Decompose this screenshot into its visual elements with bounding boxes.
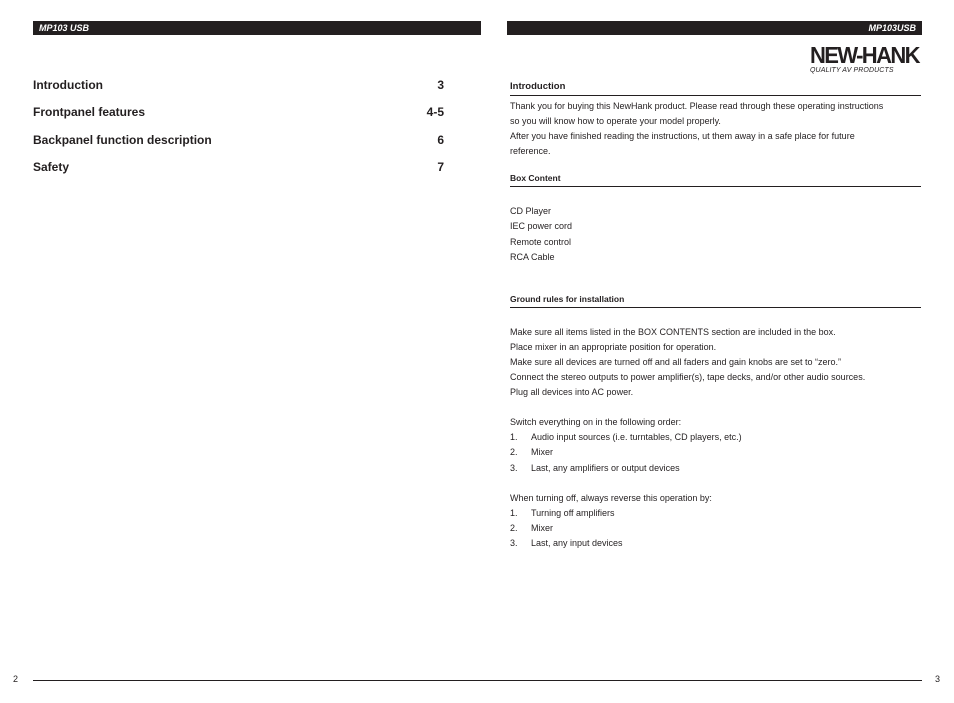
list-number: 1. [510, 432, 518, 443]
list-text: Audio input sources (i.e. turntables, CD players, etc.) [531, 432, 742, 443]
footer-rule [33, 680, 922, 681]
list-text: Mixer [531, 447, 553, 458]
box-item: RCA Cable [510, 251, 555, 262]
model-name-left: MP103 USB [39, 23, 90, 33]
rule-line: Make sure all items listed in the BOX CONTENTS section are included in the box. [510, 326, 836, 337]
brand-logo [810, 41, 922, 76]
intro-line: reference. [510, 146, 551, 157]
toc-page: 6 [437, 132, 444, 147]
box-item: IEC power cord [510, 221, 573, 232]
list-number: 3. [510, 537, 518, 548]
model-name-right: MP103USB [868, 23, 916, 33]
intro-line: After you have finished reading the instructions, ut them away in a safe place for future [510, 131, 855, 142]
box-item: CD Player [510, 206, 552, 217]
toc-page: 3 [437, 78, 444, 92]
intro-heading: Introduction [510, 80, 921, 96]
list-text: Last, any amplifiers or output devices [531, 462, 680, 473]
list-number: 2. [510, 522, 518, 533]
toc-row [33, 105, 444, 132]
page-number-right: 3 [935, 674, 941, 684]
toc-label: Safety [33, 159, 70, 174]
list-item [510, 536, 921, 551]
toc-row [33, 133, 444, 160]
toc-label: Frontpanel features [33, 105, 146, 120]
ground-rules-heading: Ground rules for installation [510, 292, 921, 308]
toc-label: Backpanel function description [33, 132, 212, 147]
box-item: Remote control [510, 236, 572, 247]
list-text: Turning off amplifiers [531, 507, 615, 518]
toc-row [33, 78, 444, 105]
right-column [510, 80, 921, 551]
list-item [510, 461, 921, 476]
box-content-heading: Box Content [510, 171, 921, 187]
intro-line: Thank you for buying this NewHank product. Please read through these operating instructions [510, 101, 884, 111]
page-number-left: 2 [13, 674, 19, 684]
rule-line: Place mixer in an appropriate position for operation. [510, 341, 717, 352]
list-number: 2. [510, 447, 518, 458]
header-bar-right [507, 21, 922, 35]
logo-tagline: QUALITY AV PRODUCTS [810, 67, 894, 74]
list-text: Last, any input devices [531, 537, 623, 548]
list-text: Mixer [531, 522, 553, 533]
list-item [510, 430, 921, 445]
rule-line: Connect the stereo outputs to power amplifier(s), tape decks, and/or other audio sources. [510, 372, 866, 383]
toc-label: Introduction [33, 78, 103, 92]
toc-row [33, 160, 444, 187]
switch-on-intro: Switch everything on in the following order: [510, 417, 682, 428]
rule-line: Make sure all devices are turned off and all faders and gain knobs are set to “zero.” [510, 356, 842, 367]
table-of-contents [33, 78, 444, 187]
list-item [510, 445, 921, 460]
switch-off-intro: When turning off, always reverse this operation by: [510, 492, 712, 503]
list-item [510, 506, 921, 521]
toc-page: 7 [437, 159, 444, 174]
list-number: 1. [510, 507, 518, 518]
header-bar-left [33, 21, 481, 35]
toc-page: 4-5 [426, 105, 444, 120]
list-number: 3. [510, 462, 518, 473]
rule-line: Plug all devices into AC power. [510, 387, 634, 398]
list-item [510, 521, 921, 536]
logo-wordmark: NEW-HANK [810, 41, 919, 69]
intro-line: so you will know how to operate your model properly. [510, 116, 721, 127]
